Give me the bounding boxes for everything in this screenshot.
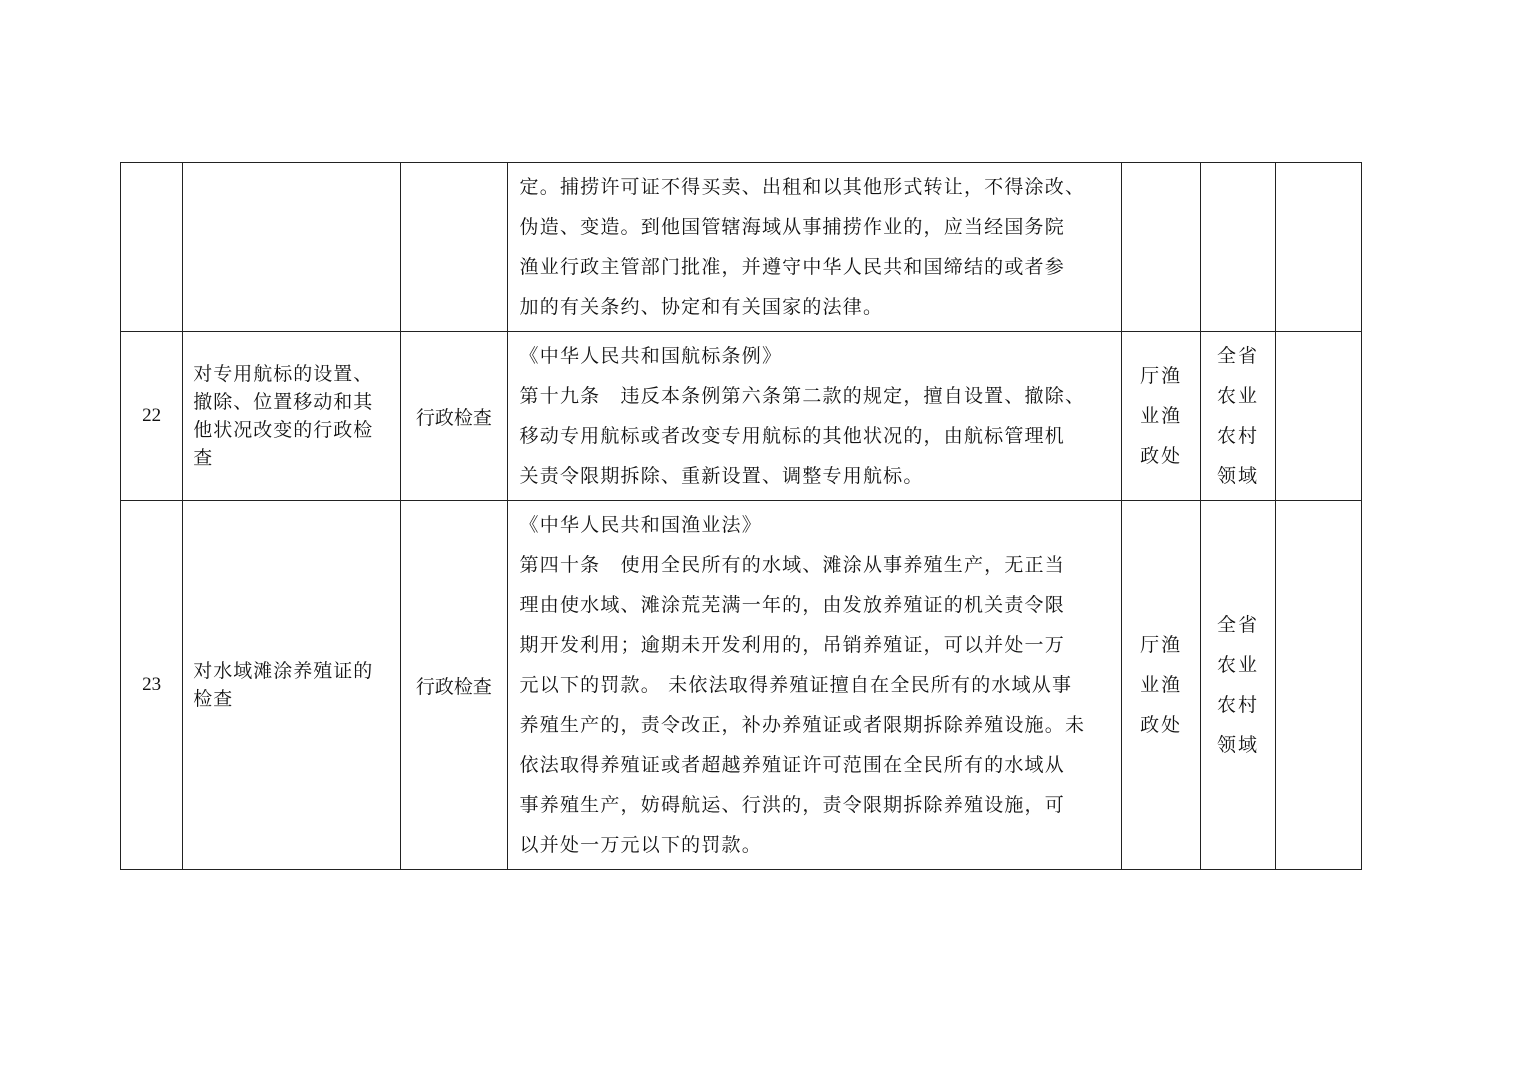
item-name-cell — [183, 163, 401, 332]
check-type-cell: 行政检查 — [401, 332, 507, 501]
department-cell — [1122, 501, 1201, 870]
domain-cell — [1201, 501, 1275, 870]
domain-text: 全省 农业 农村 领域 — [1216, 345, 1259, 487]
remarks-cell — [1275, 332, 1361, 501]
basis-line: 事养殖生产，妨碍航运、行洪的，责令限期拆除养殖设施，可 — [519, 794, 1065, 816]
check-type-cell — [401, 163, 507, 332]
basis-line: 养殖生产的，责令改正，补办养殖证或者限期拆除养殖设施。未 — [519, 714, 1086, 736]
item-name-cell: 对水域滩涂养殖证的检查 — [183, 501, 401, 870]
basis-line: 第十九条 违反本条例第六条第二款的规定，擅自设置、撤除、 — [519, 385, 1086, 407]
legal-basis-text — [508, 501, 1121, 869]
basis-line: 定。捕捞许可证不得买卖、出租和以其他形式转让，不得涂改、 — [519, 176, 1086, 198]
enforcement-table — [120, 162, 1362, 870]
table-row — [121, 163, 1362, 332]
row-number-cell — [121, 163, 183, 332]
remarks-cell — [1275, 163, 1361, 332]
basis-line: 《中华人民共和国渔业法》 — [519, 514, 762, 536]
basis-line: 伪造、变造。到他国管辖海域从事捕捞作业的，应当经国务院 — [519, 216, 1065, 238]
domain-cell — [1201, 163, 1275, 332]
legal-basis-cell — [507, 332, 1121, 501]
basis-line: 移动专用航标或者改变专用航标的其他状况的，由航标管理机 — [519, 425, 1065, 447]
basis-line: 第四十条 使用全民所有的水域、滩涂从事养殖生产，无正当 — [519, 554, 1065, 576]
basis-line: 《中华人民共和国航标条例》 — [519, 345, 783, 367]
basis-line: 关责令限期拆除、重新设置、调整专用航标。 — [519, 465, 924, 487]
table-row — [121, 501, 1362, 870]
department-cell — [1122, 332, 1201, 501]
check-type-cell: 行政检查 — [401, 501, 507, 870]
legal-basis-text — [508, 332, 1121, 500]
basis-line: 依法取得养殖证或者超越养殖证许可范围在全民所有的水域从 — [519, 754, 1065, 776]
basis-line: 以并处一万元以下的罚款。 — [519, 834, 762, 856]
department-cell — [1122, 163, 1201, 332]
row-number-cell: 22 — [121, 332, 183, 501]
domain-cell — [1201, 332, 1275, 501]
department-text: 厅渔 业渔 政处 — [1140, 634, 1183, 736]
legal-basis-text — [508, 163, 1121, 331]
row-number-cell: 23 — [121, 501, 183, 870]
remarks-cell — [1275, 501, 1361, 870]
item-name-cell: 对专用航标的设置、撤除、位置移动和其他状况改变的行政检查 — [183, 332, 401, 501]
table-row — [121, 332, 1362, 501]
basis-line: 加的有关条约、协定和有关国家的法律。 — [519, 296, 884, 318]
basis-line: 理由使水域、滩涂荒芜满一年的，由发放养殖证的机关责令限 — [519, 594, 1065, 616]
legal-basis-cell — [507, 501, 1121, 870]
basis-line: 渔业行政主管部门批准，并遵守中华人民共和国缔结的或者参 — [519, 256, 1065, 278]
legal-basis-cell — [507, 163, 1121, 332]
basis-line: 元以下的罚款。 未依法取得养殖证擅自在全民所有的水域从事 — [519, 674, 1073, 696]
basis-line: 期开发利用；逾期未开发利用的，吊销养殖证，可以并处一万 — [519, 634, 1065, 656]
domain-text: 全省 农业 农村 领域 — [1216, 614, 1259, 756]
department-text: 厅渔 业渔 政处 — [1140, 365, 1183, 467]
